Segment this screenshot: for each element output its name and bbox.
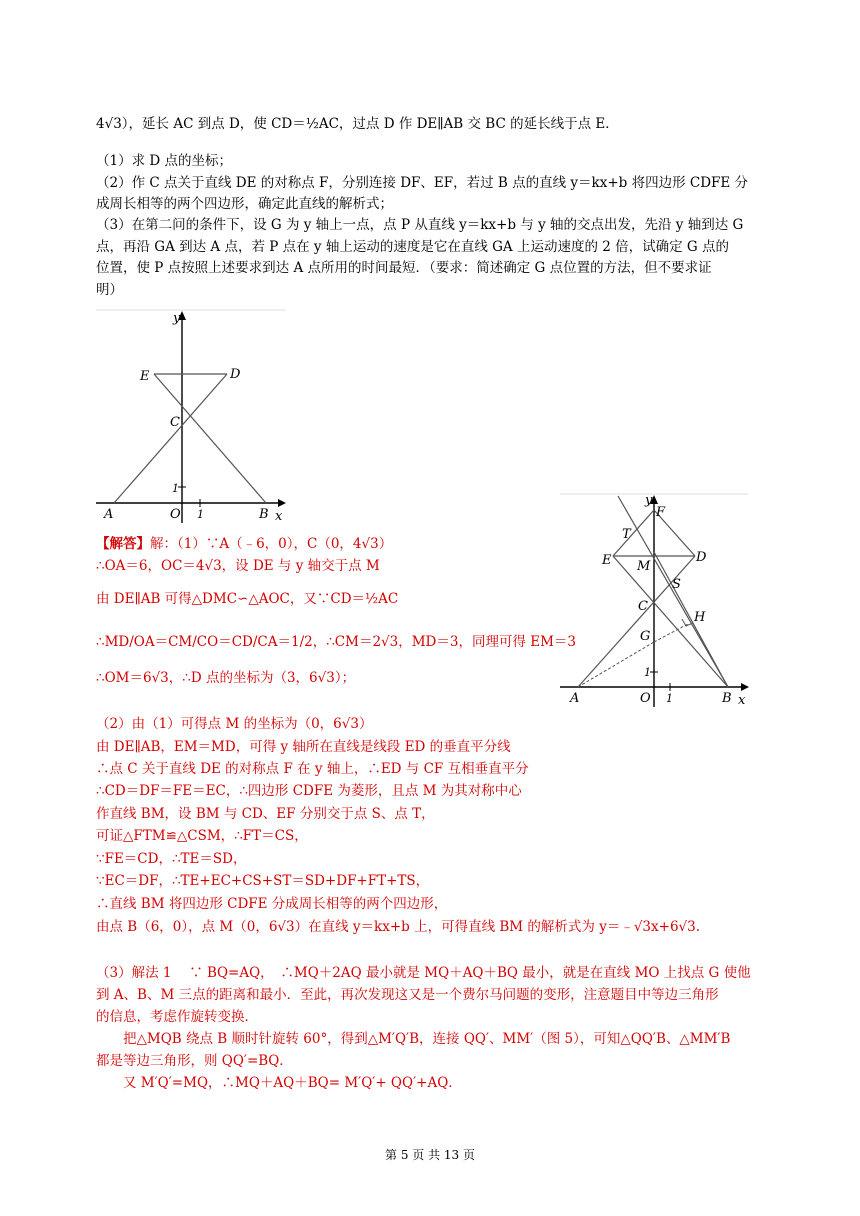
method-line-1: （3）解法 1 ∵ BQ=AQ， ∴MQ＋2AQ 最小就是 MQ＋AQ＋BQ 最小，就是在直线 MO 上找点 G 使他 [96, 965, 751, 981]
question-3-line-d: 明） [96, 282, 123, 298]
label-E: E [602, 553, 612, 568]
question-2-line-b: 成周长相等的两个四边形，确定此直线的解析式； [96, 196, 393, 212]
method-line-4: 把△MQB 绕点 B 顺时针旋转 60°，得到△M′Q′B，连接 QQ′、MM′（图 5），可知△QQ′B、△MM′B [96, 1031, 731, 1047]
solution-line-15: 由点 B（6，0），点 M（0，6√3）在直线 y＝kx+b 上，可得直线 BM 的解析式为 y＝﹣√3x+6√3. [96, 919, 701, 935]
label-A: A [104, 507, 114, 522]
method-line-6: 又 M′Q′=MQ，∴MQ＋AQ＋BQ= M′Q′+ QQ′+AQ． [96, 1075, 462, 1091]
label-T: T [622, 527, 631, 542]
label-O: O [170, 507, 181, 522]
label-H: H [694, 610, 706, 625]
method-line-2: 到 A、B、M 三点的距离和最小．至此，再次发现这又是一个费尔马问题的变形，注意题目中等边三角形 [96, 987, 719, 1003]
solution-line-3: 由 DE∥AB 可得△DMC∽△AOC，又∵CD＝½AC [96, 591, 399, 607]
segment-AD [578, 556, 695, 687]
label-G: G [640, 629, 651, 644]
label-O: O [640, 691, 651, 706]
label-B: B [722, 691, 732, 706]
label-x: x [275, 509, 283, 524]
question-3-line-a: （3）在第二问的条件下，设 G 为 y 轴上一点，点 P 从直线 y＝kx+b 与 y 轴的交点出发，先沿 y 轴到达 G [96, 217, 744, 233]
solution-line-12: ∵FE＝CD，∴TE＝SD， [96, 851, 247, 867]
solution-line-13: ∵EC＝DF，∴TE+EC+CS+ST＝SD+DF+FT+TS， [96, 873, 430, 889]
method-line-5: 都是等边三角形，则 QQ′=BQ． [96, 1053, 293, 1069]
solution-line-10: 作直线 BM，设 BM 与 CD、EF 分别交于点 S、点 T， [96, 806, 435, 822]
figure-2 [560, 492, 750, 710]
label-D: D [230, 367, 241, 382]
solution-line-1: 【解答】解：（1）∵A（﹣6，0），C（0，4√3） [96, 536, 393, 552]
dashed-AG [578, 642, 654, 687]
label-one-y: 1 [644, 666, 651, 679]
solution-line-7: 由 DE∥AB，EM＝MD，可得 y 轴所在直线是线段 ED 的垂直平分线 [96, 739, 511, 755]
question-3-line-b: 点，再沿 GA 到达 A 点，若 P 点在 y 轴上运动的速度是它在直线 GA 上运动速度的 2 倍，试确定 G 点的 [96, 239, 729, 255]
question-2-line-a: （2）作 C 点关于直线 DE 的对称点 F，分别连接 DF、EF，若过 B 点的直线 y＝kx+b 将四边形 CDFE 分 [96, 175, 749, 191]
solution-line-6: （2）由（1）可得点 M 的坐标为（0，6√3） [96, 716, 373, 732]
method-line-3: 的信息，考虑作旋转变换． [96, 1009, 258, 1025]
page-footer: 第 5 页 共 13 页 [385, 1148, 475, 1162]
label-one-x: 1 [197, 508, 204, 521]
label-B: B [259, 507, 269, 522]
solution-line-4: ∴MD/OA＝CM/CO＝CD/CA＝1/2，∴CM＝2√3，MD＝3，同理可得 EM＝3 [96, 634, 577, 650]
label-A: A [570, 691, 580, 706]
solution-line-5: ∴OM＝6√3，∴D 点的坐标为（3，6√3）； [96, 670, 356, 686]
solution-line-14: ∴直线 BM 将四边形 CDFE 分成周长相等的两个四边形， [96, 896, 448, 912]
segment-BE [613, 556, 728, 687]
problem-line-1: 4√3），延长 AC 到点 D，使 CD＝½AC，过点 D 作 DE∥AB 交 BC 的延长线于点 E． [96, 116, 619, 132]
label-y: y [173, 311, 181, 326]
figure-1 [96, 308, 288, 526]
label-y: y [645, 493, 653, 508]
label-M: M [637, 559, 651, 574]
label-x: x [738, 693, 746, 708]
label-E: E [140, 369, 150, 384]
solution-line-2: ∴OA＝6，OC＝4√3，设 DE 与 y 轴交于点 M [96, 558, 380, 574]
segment-EF [613, 510, 654, 556]
label-one-x: 1 [666, 692, 673, 705]
line-GH [654, 624, 688, 642]
answer-tag: 【解答】 [96, 536, 150, 552]
question-1: （1）求 D 点的坐标； [96, 153, 232, 169]
label-D: D [696, 550, 707, 565]
label-C: C [170, 415, 180, 430]
label-C: C [638, 599, 648, 614]
line-BH [654, 552, 728, 687]
label-F: F [656, 505, 666, 520]
label-S: S [672, 577, 681, 592]
solution-line-9: ∴CD＝DF＝FE＝EC，∴四边形 CDFE 为菱形，且点 M 为其对称中心 [96, 783, 522, 799]
solution-line-11: 可证△FTM≌△CSM，∴FT＝CS， [96, 828, 308, 844]
question-3-line-c: 位置，使 P 点按照上述要求到达 A 点所用的时间最短．（要求：简述确定 G 点位置的方法，但不要求证 [96, 260, 712, 276]
label-one-y: 1 [172, 482, 179, 495]
solution-line-8: ∴点 C 关于直线 DE 的对称点 F 在 y 轴上，∴ED 与 CF 互相垂直平分 [96, 761, 529, 777]
